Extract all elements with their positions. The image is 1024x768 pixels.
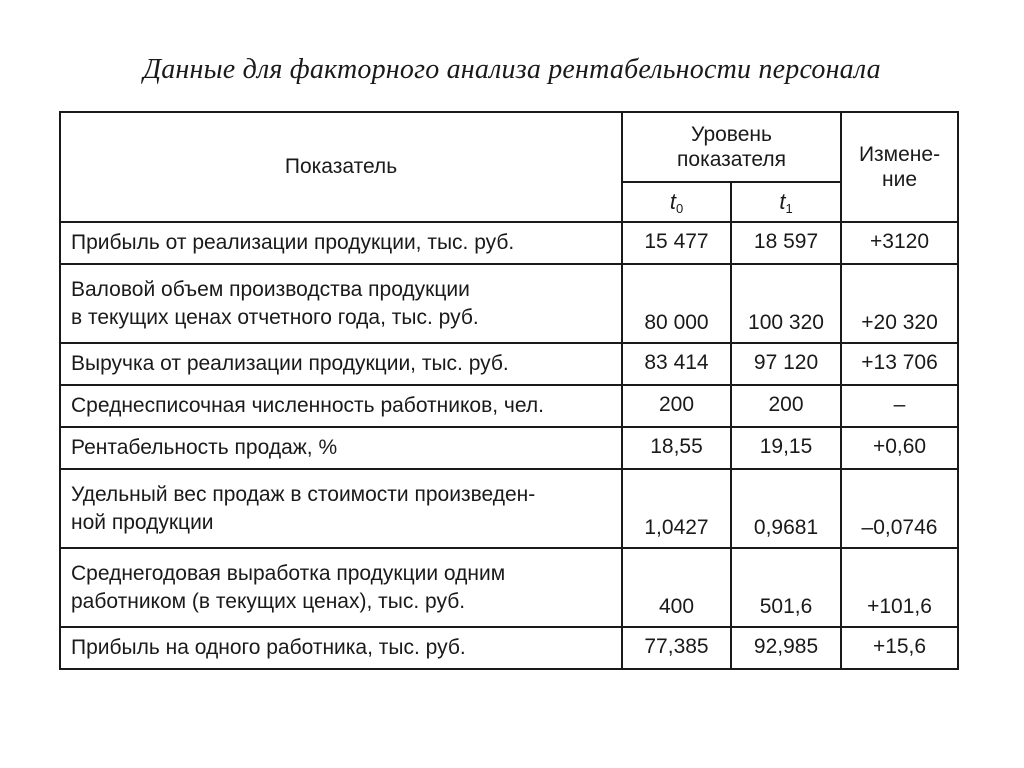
cell-t0: 1,0427 [622,469,731,548]
cell-t1: 19,15 [731,427,841,469]
indicator-header [60,112,622,222]
row-label-line1: Рентабельность продаж, % [71,436,338,459]
t1-header-subscript: 1 [785,200,793,216]
row-label-line1: Удельный вес продаж в стоимости произведен- [71,482,536,506]
level-header-line2: показателя [677,148,786,171]
row-label-line2: ной продукции [71,510,214,534]
cell-change: +20 320 [841,264,958,343]
row-label-line1: Прибыль от реализации продукции, тыс. руб. [71,231,515,254]
cell-t0: 80 000 [622,264,731,343]
cell-t0: 15 477 [622,222,731,264]
t1-header-base: t [779,188,786,214]
t0-header-subscript: 0 [675,200,684,216]
table-row [60,343,958,385]
cell-change: +15,6 [841,627,958,669]
table-row [60,385,958,427]
table-row [60,222,958,264]
row-label [60,343,622,385]
factor-analysis-table [59,111,959,670]
cell-change: +0,60 [841,427,958,469]
cell-t0: 83 414 [622,343,731,385]
cell-t1: 18 597 [731,222,841,264]
cell-change: – [841,385,958,427]
row-label [60,385,622,427]
cell-t0: 18,55 [622,427,731,469]
table-row [60,264,958,343]
t0-header [622,182,731,222]
cell-t1: 0,9681 [731,469,841,548]
cell-t1: 92,985 [731,627,841,669]
level-header [622,112,841,182]
row-label-line1: Среднегодовая выработка продукции одним [71,561,506,585]
row-label [60,264,622,343]
indicator-header-label: Показатель [284,155,398,178]
t0-header-base: t [669,188,676,214]
cell-t1: 200 [731,385,841,427]
cell-t0: 400 [622,548,731,627]
t1-header [731,182,841,222]
row-label [60,548,622,627]
row-label [60,469,622,548]
table-row [60,427,958,469]
cell-change: +13 706 [841,343,958,385]
cell-t1: 100 320 [731,264,841,343]
table-row [60,627,958,669]
table-row [60,469,958,548]
table-row [60,548,958,627]
cell-change: +101,6 [841,548,958,627]
page-title: Данные для факторного анализа рентабельности персонала [143,54,881,85]
change-header-line2: ние [882,168,918,191]
change-header [841,112,958,222]
level-header-line1: Уровень [691,123,772,146]
header-row [60,112,958,182]
cell-change: –0,0746 [841,469,958,548]
row-label-line2: работником (в текущих ценах), тыс. руб. [71,589,466,613]
row-label-line1: Валовой объем производства продукции [71,277,470,301]
row-label-line2: в текущих ценах отчетного года, тыс. руб. [71,305,479,329]
change-header-line1: Измене- [858,143,941,166]
cell-t1: 501,6 [731,548,841,627]
cell-t0: 77,385 [622,627,731,669]
row-label-line1: Среднесписочная численность работников, чел. [71,394,544,417]
row-label-line1: Выручка от реализации продукции, тыс. руб. [71,352,509,375]
row-label [60,627,622,669]
cell-change: +3120 [841,222,958,264]
row-label [60,222,622,264]
row-label-line1: Прибыль на одного работника, тыс. руб. [71,636,466,659]
row-label [60,427,622,469]
cell-t0: 200 [622,385,731,427]
cell-t1: 97 120 [731,343,841,385]
